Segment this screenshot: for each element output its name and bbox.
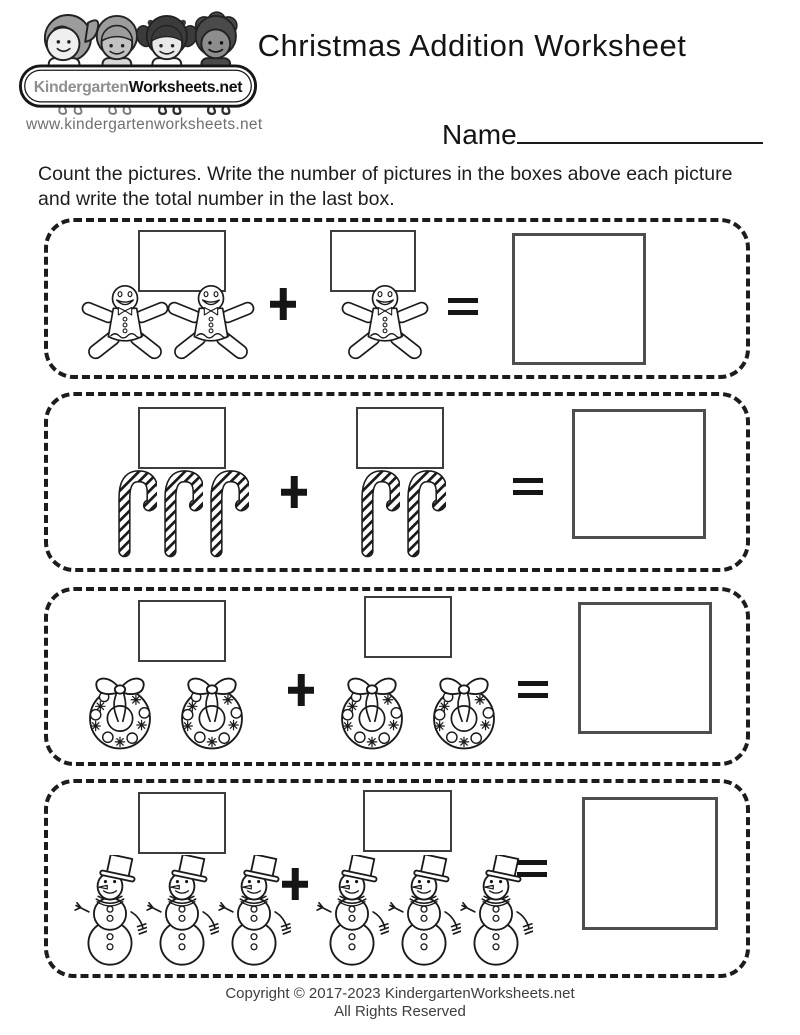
- addend1-count-box[interactable]: [138, 600, 226, 662]
- sum-answer-box[interactable]: [572, 409, 706, 539]
- equals-sign: [518, 681, 548, 698]
- copyright-text: Copyright © 2017-2023 KindergartenWorksheets.net: [225, 985, 575, 1002]
- snowman-picture: [315, 855, 389, 967]
- snowman-picture: [145, 855, 219, 967]
- wreath-picture: [73, 667, 167, 755]
- instructions-text: Count the pictures. Write the number of pictures in the boxes above each picture and write the total number in the last box.: [38, 163, 733, 210]
- page-footer: [0, 985, 800, 1022]
- addend1-pictures: [82, 283, 254, 367]
- gingerbread-man-picture: [161, 283, 261, 367]
- name-row: [442, 116, 763, 151]
- website-url: www.kindergartenworksheets.net: [26, 116, 263, 133]
- equals-sign: [448, 298, 478, 315]
- problem-row-snowmen: [44, 779, 750, 978]
- addend1-pictures: [112, 465, 250, 558]
- kindergartenworksheets-logo: [18, 10, 258, 116]
- addend2-pictures: [342, 283, 428, 367]
- addend1-pictures: [74, 667, 258, 755]
- page-title: Christmas Addition Worksheet: [257, 28, 687, 63]
- rights-text: All Rights Reserved: [334, 1003, 466, 1021]
- kid-boy-gray-hair-icon: [97, 16, 137, 72]
- gingerbread-man-picture: [75, 283, 175, 367]
- plus-sign: [281, 476, 307, 508]
- addend2-count-box[interactable]: [363, 790, 452, 852]
- wreath-picture: [165, 667, 259, 755]
- sum-answer-box[interactable]: [582, 797, 718, 930]
- plus-sign: [270, 288, 296, 320]
- plus-sign: [288, 674, 314, 706]
- sum-answer-box[interactable]: [512, 233, 646, 365]
- kid-girl-ponytail-icon: [45, 15, 98, 72]
- addend2-pictures: [326, 667, 510, 755]
- snowman-picture: [217, 855, 291, 967]
- equals-sign: [517, 860, 547, 877]
- candy-cane-picture: [113, 465, 157, 558]
- candy-cane-picture: [205, 465, 249, 558]
- candy-cane-picture: [356, 465, 400, 558]
- gingerbread-man-picture: [335, 283, 435, 367]
- wreath-picture: [417, 667, 511, 755]
- wreath-picture: [325, 667, 419, 755]
- addend1-count-box[interactable]: [138, 407, 226, 469]
- addend2-pictures: [316, 855, 532, 967]
- equals-sign: [513, 478, 543, 495]
- snowman-picture: [73, 855, 147, 967]
- addend1-count-box[interactable]: [138, 792, 226, 854]
- addend1-pictures: [74, 855, 290, 967]
- candy-cane-picture: [402, 465, 446, 558]
- addend2-pictures: [355, 465, 447, 558]
- kid-girl-pigtails-icon: [134, 16, 199, 72]
- candy-cane-picture: [159, 465, 203, 558]
- problem-row-wreaths: [44, 587, 750, 766]
- problem-row-candy-canes: [44, 392, 750, 572]
- addend2-count-box[interactable]: [356, 407, 444, 469]
- addend2-count-box[interactable]: [364, 596, 452, 658]
- kid-boy-curly-hair-icon: [196, 12, 237, 72]
- logo-banner-text: KindergartenWorksheets.net: [33, 78, 243, 96]
- plus-sign: [282, 868, 308, 900]
- name-fill-in-line[interactable]: [517, 116, 763, 144]
- name-label: Name: [442, 119, 517, 150]
- problem-row-gingerbread-men: [44, 218, 750, 379]
- sum-answer-box[interactable]: [578, 602, 712, 734]
- snowman-picture: [387, 855, 461, 967]
